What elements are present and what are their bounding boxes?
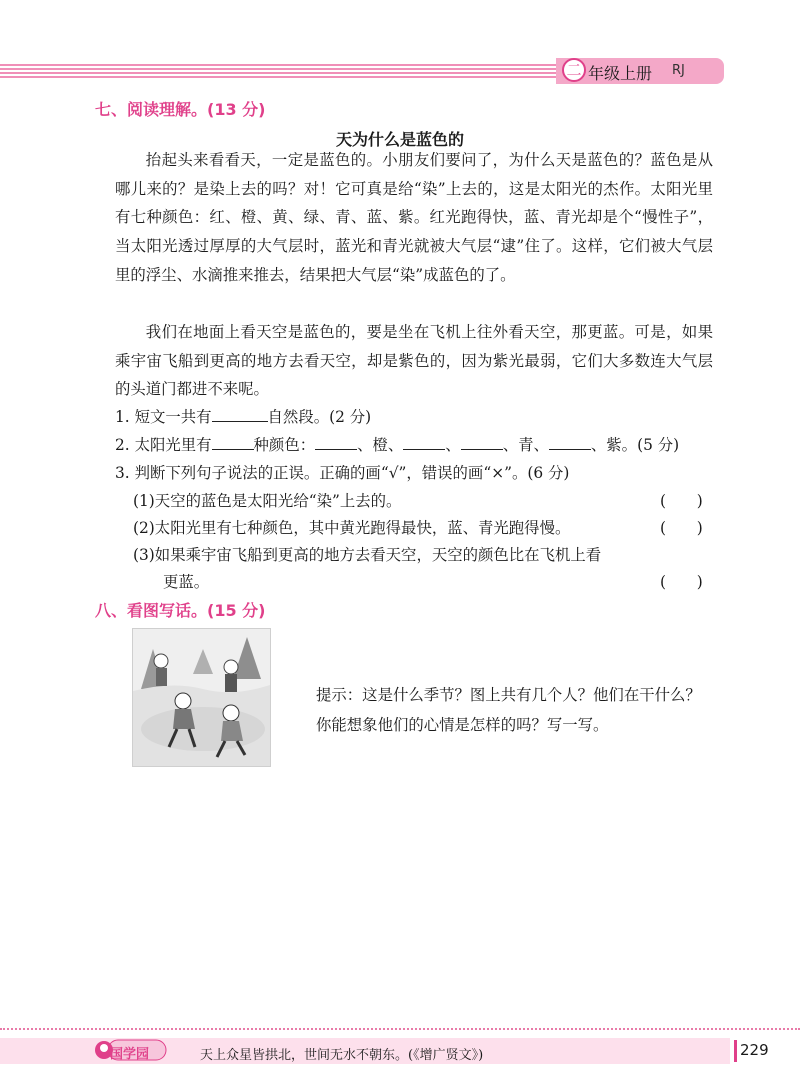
question-2-text-d: 、: [445, 436, 461, 454]
answer-paren-3[interactable]: ( ): [660, 573, 703, 591]
grade-label: 年级上册: [588, 64, 653, 83]
question-1-text-b: 自然段。(2 分): [267, 408, 372, 426]
question-1-text-a: 1. 短文一共有: [115, 408, 212, 426]
question-2-text-a: 2. 太阳光里有: [115, 436, 212, 454]
writing-hint: 提示：这是什么季节？图上共有几个人？他们在干什么？你能想象他们的心情是怎样的吗？写一写。: [316, 686, 701, 734]
article-paragraph-1: 抬起头来看看天，一定是蓝色的。小朋友们要问了，为什么天是蓝色的？蓝色是从哪儿来的？是染上去的吗？对！它可真是给“染”上去的，这是太阳光的杰作。太阳光里有七种颜色：红、橙、黄、绿、青、蓝、紫。红光跑得快，蓝、青光却是个“慢性子”，当太阳光透过厚厚的大气层时，蓝光和青光就被大气层“逮”住了。这样，它们被大气层里的浮尘、水滴推来推去，结果把大气层“染”成蓝色的了。: [115, 151, 713, 284]
edition-label: RJ: [672, 63, 685, 78]
footer-logo-text: 国学园: [110, 1047, 150, 1062]
answer-blank-color-2[interactable]: [403, 434, 445, 450]
answer-paren-2[interactable]: ( ): [660, 519, 703, 537]
answer-blank-paragraphs[interactable]: [212, 406, 268, 422]
grade-mark: 二: [562, 58, 586, 82]
answer-blank-color-4[interactable]: [549, 434, 591, 450]
question-3-item-3: (3)如果乘宇宙飞船到更高的地方去看天空，天空的颜色比在飞机上看: [133, 546, 602, 564]
answer-blank-count[interactable]: [212, 434, 254, 450]
question-3-title: 3. 判断下列句子说法的正误。正确的画“√”，错误的画“×”。(6 分): [115, 464, 570, 482]
question-3-item-1: (1)天空的蓝色是太阳光给“染”上去的。: [133, 492, 402, 510]
skating-illustration: [132, 628, 271, 767]
answer-blank-color-3[interactable]: [461, 434, 503, 450]
section-7-title: 七、阅读理解。(13 分): [95, 100, 266, 119]
section-8-title: 八、看图写话。(15 分): [95, 601, 266, 620]
answer-paren-1[interactable]: ( ): [660, 492, 703, 510]
article-paragraph-2: 我们在地面上看天空是蓝色的，要是坐在飞机上往外看天空，那更蓝。可是，如果乘宇宙飞船到更高的地方去看天空，却是紫色的，因为紫光最弱，它们大多数连大气层的头道门都进不来呢。: [115, 323, 713, 399]
question-3-item-2: (2)太阳光里有七种颜色，其中黄光跑得最快，蓝、青光跑得慢。: [133, 519, 571, 537]
page-number-bar: [734, 1040, 737, 1062]
question-2-text-f: 、紫。(5 分): [590, 436, 680, 454]
header-stripes: [0, 64, 560, 80]
page-number: 229: [740, 1041, 769, 1059]
question-2-text-c: 、橙、: [357, 436, 404, 454]
answer-blank-color-1[interactable]: [315, 434, 357, 450]
question-3-item-3-cont: 更蓝。: [163, 573, 210, 591]
article-title: 天为什么是蓝色的: [335, 130, 464, 149]
footer-proverb: 天上众星皆拱北，世间无水不朝东。(《增广贤文》): [200, 1048, 484, 1063]
question-2-text-e: 、青、: [502, 436, 549, 454]
footer-divider: [0, 1028, 800, 1030]
question-2: [115, 433, 679, 455]
question-2-text-b: 种颜色：: [253, 436, 316, 454]
question-1: [115, 405, 371, 427]
